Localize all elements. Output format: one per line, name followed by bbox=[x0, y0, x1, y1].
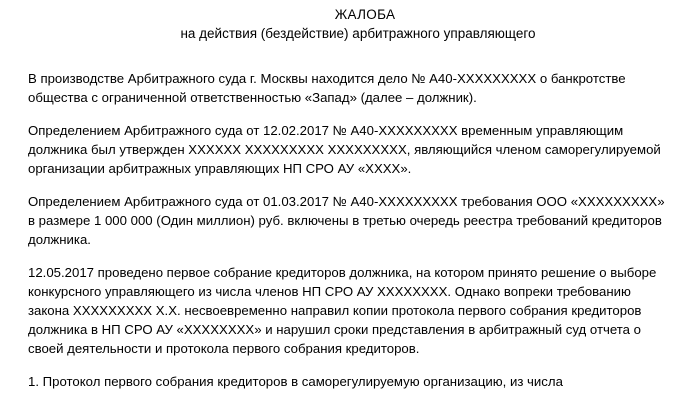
title-body-spacer bbox=[24, 43, 676, 69]
document-title: ЖАЛОБА bbox=[334, 7, 396, 22]
paragraph-4: 12.05.2017 проведено первое собрание кредиторов должника, на котором принято решение о выборе конкурсного управляющего из числа членов НП СРО АУ ХХХХХХХХ. Однако вопреки требованию закона ХХХХХХХХХ Х.Х. несвоевременно направил копии протокола первого собрания кредиторов должника в НП СРО АУ «ХХХХХХХХ» и нарушил сроки представления в арбитражный суд отчета о своей деятельности и протокола первого собрания кредиторов. bbox=[28, 265, 657, 356]
paragraph-5-list-item-1: 1. Протокол первого собрания кредиторов в саморегулируемую организацию, из числа bbox=[28, 374, 563, 389]
paragraph-3: Определением Арбитражного суда от 01.03.2017 № А40-ХХХХХХХХХ требования ООО «ХХХХХХХХХ» в размере 1 000 000 (Один миллион) руб. включены в третью очередь реестра требований кредиторов должника. bbox=[28, 194, 665, 247]
paragraph-2: Определением Арбитражного суда от 12.02.2017 № А40-ХХХХХХХХХ временным управляющим должника был утвержден ХХХХХХ ХХХХХХХХХ ХХХХХХХХХ, являющийся членом саморегулируемой организации арбитражных управляющих НП СРО АУ «ХХХХ». bbox=[28, 123, 661, 176]
document-subtitle: на действия (бездействие) арбитражного управляющего bbox=[180, 26, 536, 41]
document-body bbox=[24, 69, 676, 391]
paragraph-1: В производстве Арбитражного суда г. Москвы находится дело № А40-ХХХХХХХХХ о банкротстве общества с ограниченной ответственностью «Запад» (далее – должник). bbox=[28, 71, 626, 105]
